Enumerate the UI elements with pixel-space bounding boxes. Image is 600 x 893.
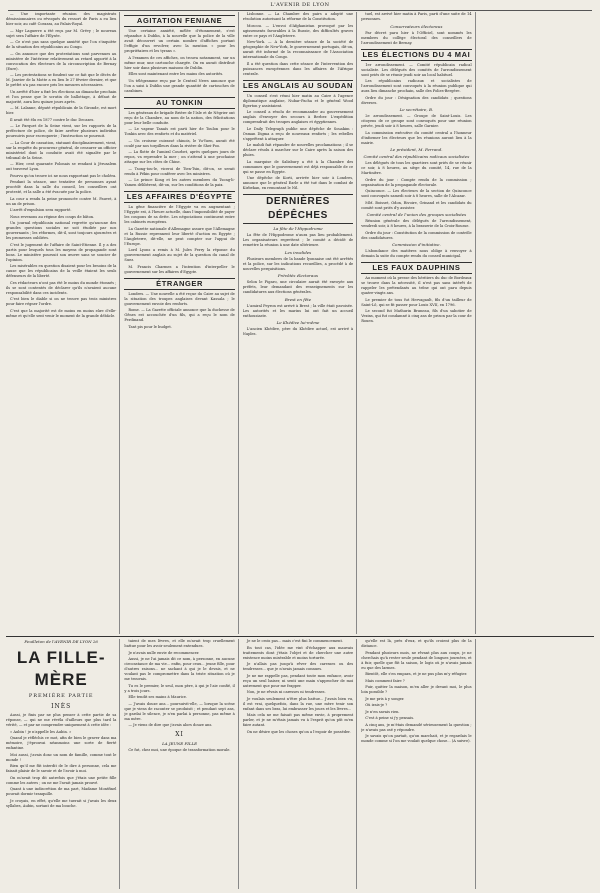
running-head xyxy=(8,0,592,11)
news-paragraph: Le mahdi fait répandre de nouvelles proclamations ; il se déclare résolu à marcher sur le Caire après la saison des pluies. xyxy=(242,143,354,157)
novel-paragraph: Non, je ne rêvais ni caresses ni tendresses. xyxy=(246,690,326,694)
news-paragraph: Pourvu qu'on trouve ici ne nous rapportant pas le choléra. xyxy=(10,173,117,178)
novel-paragraph: On ne désire que les choses qu'on a l'espoir de posséder. xyxy=(246,729,351,734)
news-paragraph: Un télégramme reçu par le Central News annonce que l'on a saisi à Dublin une grande quantité de cartouches de carabines. xyxy=(124,78,235,93)
novel-paragraph: Je n'en savais rien. xyxy=(365,709,400,714)
news-column-3 xyxy=(243,12,357,634)
novel-paragraph: Pendant plusieurs mois, ne rêvant plus aux coups, je ne cherchais qu'à rester seule pendant de longues journées, et à fuir, quelle que fût la saison, le logis où je n'avais jamais eu que des larmes. xyxy=(361,650,472,670)
section-headline: LES FAUX DAUPHINS xyxy=(361,262,471,274)
news-paragraph: Un conseil s'est réuni hier matin au Caire à l'agence diplomatique anglaise, Nubar-Pacha et le général Wood Egerton y assistaient. xyxy=(242,93,354,108)
news-paragraph: Moscou. — L'envoi d'Afghanistan provoqué par les agissements favorables à la Russie, des difficultés graves entre ce pays et l'Angleterre. xyxy=(242,23,354,38)
news-column-2 xyxy=(124,12,238,634)
news-paragraph: — M. Lalanne, député républicain de la Gironde, est mort hier. xyxy=(6,106,117,115)
feuilleton-column-2 xyxy=(124,639,238,889)
feuilleton xyxy=(6,639,594,889)
novel-paragraph: Je savais qu'on partait, qu'on marchait, et je regardais le monde comme si l'on me voulait quelque chose... (A suivre). xyxy=(361,734,472,743)
news-paragraph: L'amiral Peyron est arrivé à Brest ; la ville était pavoisée. Les autorités et les marins lui ont fait un accueil enthousiaste. xyxy=(242,303,354,318)
chapter-number: XI xyxy=(175,731,184,738)
news-paragraph: Par décret paru hier à l'Officiel, sont nommés les membres du collège électoral des conseillers de l'arrondissement de Bernay. xyxy=(361,30,472,45)
news-paragraph: Plusieurs membres de la bande lyonnaise ont été arrêtés et la police, sur les indications recueillies, a procédé à de nouvelles perquisitions. xyxy=(242,256,354,271)
novel-paragraph: A cinq ans, je m'étais demandé sérieusement la question ; je n'avais pas osé y répondre. xyxy=(361,722,472,732)
feuilleton-column-1 xyxy=(6,639,120,889)
news-paragraph: — Mgr Laguerre a été reçu par M. Grévy ; le nouveau sujet sera l'affaire de l'Elysée. xyxy=(6,28,117,38)
news-paragraph: C'est que la majorité est de moins en moins sûre d'elle-même et qu'elle sent venir le moment de la grande débâcle. xyxy=(6,308,117,318)
news-paragraph: C'est bien le diable si on ne trouve pas trois ministres pour faire régner l'ordre. xyxy=(6,297,117,306)
news-paragraph: La fête de l'Hippodrome n'aura pas lieu probablement. Les organisateurs regrettent ; le comité a décidé de remettre la réunion à une date ultérieure. xyxy=(242,233,354,247)
news-paragraph: Réunion générale des délégués de l'arrondissement, vendredi soir, à 8 heures, à la brasserie de la Croix-Rousse. xyxy=(361,219,472,228)
novel-paragraph: Aussi, je finis par ne plus penser à cette partie de sa réponse, — qui ne me révéla d'ailleurs que plus tard la vérité, — et par ne comprendre uniquement à cette idée : xyxy=(6,713,117,727)
novel-paragraph: Bientôt, elle s'en empara, et je ne pus plus m'y réfugier. xyxy=(365,672,468,676)
news-paragraph: Un arrêté d'hier a fixé les élections au dimanche prochain et l'on pense que le scrutin de ballottage, à défaut de majorité, aura lieu quinze jours après. xyxy=(6,89,117,104)
news-paragraph: 1er arrondissement. — Comité républicain radical socialiste. Les délégués des comités de l'arrondissement sont priés de se réunir jeudi soir au local habituel. xyxy=(361,62,472,77)
subheading: Prévôtés électoraux xyxy=(277,273,319,278)
running-head-title: L'AVENIR DE LYON xyxy=(270,2,330,8)
news-paragraph: Ordre du jour : Compte rendu de la commission ; organisation de la propagande électorale. xyxy=(361,177,472,187)
novel-paragraph: — J'avais douze ans... poursuivit-elle, — lorsque la scène que je viens de raconter se produisit ; et pendant sept ans, je gardai le silence, je n'en parlai à personne, pas même à ma mère. xyxy=(124,701,235,721)
news-paragraph: — Un croiseur cuirassé chinois, le Yu-Yuen, aurait été coulé par nos torpilleurs dans la rivière de Shei-Poo. xyxy=(124,138,235,148)
news-paragraph: New-York. — A la dernière séance de la société de géographie de New-York, le gouvernement portugais, dit-on, aurait été informé de la reconnaissance de l'Association internationale du Congo. xyxy=(242,40,354,59)
section-headline: ÉTRANGER xyxy=(124,278,234,290)
news-paragraph: Tant pis pour le budget. xyxy=(128,324,172,329)
novel-paragraph: Bien qu'il me fût interdit de le dire à personne, cela me faisait plaisir de le savoir et de l'avoir à moi. xyxy=(6,764,117,773)
section-headline: AGITATION FENIANE xyxy=(124,15,234,27)
novel-paragraph: Je me pris à y songer. xyxy=(365,696,405,701)
novel-title: LA FILLE-MÈRE xyxy=(16,648,106,689)
news-paragraph: MM. Boisset, Odon, Rivoire, Grinand et les candidats du comité sont priés d'y assister. xyxy=(361,200,472,210)
novel-chapter: INÈS xyxy=(51,703,72,710)
section-headline: LES ANGLAIS AU SOUDAN xyxy=(243,80,353,90)
chapter-title: LA JEUNE FILLE xyxy=(162,741,198,746)
news-paragraph: Les républicains radicaux et socialistes de l'arrondissement sont convoqués à la réunion publique qui aura lieu dimanche prochain, salle des Folies-Bergère. xyxy=(361,79,472,93)
news-paragraph: — Hier, cent quarante Polonais se rendant à Jérusalem ont traversé Lyon. xyxy=(6,162,117,171)
news-paragraph: La commission exécutive du comité central a l'honneur d'informer les électeurs que les réunions auront lieu à la mairie. xyxy=(361,130,472,145)
news-paragraph: — Ce n'est pas sans quelque anxiété que l'on s'inquiète de la situation des républicains au Congo. xyxy=(6,40,117,49)
subheading: Le président, M. Ferrand. xyxy=(390,147,443,152)
novel-part: PREMIÈRE PARTIE xyxy=(28,693,94,699)
news-paragraph: — La flotte de l'amiral Courbet, après quelques jours de repos, va reprendre la mer ; on s'attend à une prochaine attaque sur les côtes de Chine. xyxy=(124,150,235,164)
news-paragraph: A l'examen de ces affiches, on trouva notamment, sur un même mur, une cartouche chargée. On en aurait distribué hier soir dans plusieurs maisons de Dublin. xyxy=(124,55,235,70)
news-paragraph: Le second fut Mathurin Bruneau, fils d'un sabotier de Vezins, qui fut condamné à cinq ans de prison par la cour de Rouen. xyxy=(361,309,472,323)
news-paragraph: Quinconce. — Les électeurs de la section de Quinconce sont convoqués samedi soir à 8 heures, salle de l'Alcazar. xyxy=(361,189,472,198)
news-paragraph: Rome. — La Gazette officiale annonce que la duchesse de Gênes est accouchée d'un fils, qui a reçu le nom de Ferdinand. xyxy=(124,308,235,322)
news-paragraph: Un journal républicain national regrette qu'aucune des grandes questions sociales ne soit étudiée par nos gouvernants ; les réformes, dit-il, sont toujours ajournées et les promesses oubliées. xyxy=(6,221,117,240)
novel-paragraph: qu'elle est là, près d'eux, et qu'ils croient plus de la distance. xyxy=(361,639,472,648)
news-paragraph: Une dépêche de Korti, arrivée hier soir à Londres, annonce que le général Earle a été tué dans le combat de Kirbekan, en remontant le Nil. xyxy=(242,176,354,190)
news-paragraph: La Gazette nationale d'Allemagne assure que l'Allemagne et la Russie reprennent leur liberté d'action en Egypte ; l'Angleterre, dit-elle, ne peut compter sur l'appui de l'Europe. xyxy=(124,226,235,246)
news-paragraph: Londres. — Une nouvelle a été reçue du Caire au sujet de la situation des troupes anglaises devant Kassala ; le gouvernement envoie des renforts. xyxy=(124,291,235,306)
news-paragraph: Ces rédacteurs n'ont pas été le moins du monde étonnés ; ils se sont contentés de déclarer qu'ils n'avaient aucune responsabilité dans ces incidents. xyxy=(6,280,117,295)
news-column-1 xyxy=(6,12,120,634)
news-paragraph: Le premier de tous fut Hervagault, fils d'un tailleur de Saint-Lô, qui se fit passer pour Louis XVII, en 1796. xyxy=(361,297,472,307)
news-paragraph: La gêne financière de l'Egypte va en augmentant ; l'Egypte est, à l'heure actuelle, dans l'impossibilité de payer les coupons de sa dette. Les négociations continuent entre les cabinets européens. xyxy=(124,205,235,224)
subheading: Le Khédive lui-même xyxy=(276,320,320,325)
news-paragraph: L'abondance des matières nous oblige à renvoyer à demain la suite du compte rendu du conseil municipal. xyxy=(361,249,472,258)
feuilleton-column-5 xyxy=(480,639,594,889)
novel-paragraph: Aussi, je ne l'ai jamais dit ce nom, à personne, en aucune circonstance de ma vie... enfin, pour ceux... jeune fille, pour d'autres raisons... ne sachant à qui je le devais, et ne voulant pas le compromettre dans la triste situation où je me trouvais. xyxy=(124,657,235,681)
novel-paragraph: Moi aussi, j'avais donc un nom de famille, comme tout le monde ! xyxy=(6,752,117,762)
news-paragraph: Pendant la séance, une tentative de personnes ayant procédé dans la salle du conseil, les conseillers ont protesté, et la salle a été évacuée par la police. xyxy=(6,180,117,194)
news-paragraph: Lisbonne. — La Chambre des pairs a adopté une résolution autorisant la réforme de la Constitution. xyxy=(242,12,354,21)
news-paragraph: L'ancien Khédive, père du Khédive actuel, est arrivé à Naples. xyxy=(242,327,354,336)
section-headline: LES ÉLECTIONS DU 4 MAI xyxy=(362,49,471,59)
news-paragraph: Selon le Figaro, une circulaire aurait été envoyée aux préfets, leur demandant des renseignements sur les candidatures aux élections générales. xyxy=(242,280,354,294)
novel-paragraph: C'est à peine si j'y pensais. xyxy=(365,716,415,720)
news-paragraph: Nous revenons au régime des coups de bâton. xyxy=(10,214,95,219)
news-paragraph: 2e arrondissement. — Groupe de Saint-Louis. Les citoyens de ce groupe sont convoqués pour une réunion privée, jeudi soir à 8 heures, salle Garnier. xyxy=(361,114,472,128)
news-paragraph: — Le Parquet de la Seine vient, sur les rapports de la préfecture de police, de faire arrêter plusieurs individus poursuivis pour escroquerie ; l'instruction se poursuit. xyxy=(6,124,117,138)
news-paragraph: — La Cour de cassation, statuant disciplinairement, vient, sur la requête du procureur général, de censurer un officier ministériel dont la conduite avait été signalée par le tribunal de la Seine. xyxy=(6,140,117,160)
news-paragraph: — Une importante réunion des magistrats démissionnaires ou révoqués du ressort de Paris a eu lieu hier soir, au café Corazza, au Palais-Royal. xyxy=(6,12,117,26)
novel-paragraph: Je voulais seulement n'être plus battue... J'avais bien vu, il est vrai, quelquefois, dans la rue, une mère tenir son enfant dans ses bras, lui embrasser les joues et les lèvres... xyxy=(242,696,354,711)
news-paragraph: Il avait été élu en 1877 contre le duc Decazes. xyxy=(10,117,95,122)
novel-paragraph: Je n'allais pas jusqu'à rêver des caresses ou des tendresses... que je n'avais jamais connues. xyxy=(242,662,354,671)
novel-paragraph: Je ne le crois pas... mais c'est fini le commencement. xyxy=(246,639,344,643)
novel-paragraph: Je croyais, en effet, qu'elle me tuerait si j'avais les deux syllabes, Aubin, sortant de ma bouche. xyxy=(6,798,117,808)
section-headline: DERNIÈRES DÉPÊCHES xyxy=(243,194,353,224)
news-paragraph: — Le vapeur Tanaïs est parti hier de Toulon pour le Tonkin avec des renforts et du matériel. xyxy=(124,127,235,136)
novel-paragraph: Où irais-je ? xyxy=(365,703,388,707)
news-column-5 xyxy=(480,12,594,634)
news-paragraph: Les misérables en question disaient pour les besoins de la cause que les républicains de la veille étaient les seuls défenseurs de la liberté. xyxy=(6,264,117,278)
news-paragraph: Il a été question dans cette séance de l'intervention des puissances européennes dans les affaires de l'Afrique centrale. xyxy=(242,61,354,76)
feuilleton-column-3 xyxy=(243,639,357,889)
novel-paragraph: Je n'avais nulle envie de recommencer. xyxy=(128,650,200,655)
novel-paragraph: Ce fut, chez moi, une époque de transformation morale. xyxy=(128,748,231,752)
subheading: Commission d'initiative. xyxy=(391,242,441,247)
news-paragraph: — Le prince Kong et les autres membres du Tsong-li-Yamen délibèrent, dit-on, sur les conditions de la paix. xyxy=(124,178,235,187)
novel-paragraph: Elle tendit ses mains à Maurice. xyxy=(128,695,188,699)
news-columns xyxy=(6,12,594,634)
section-headline: LES AFFAIRES D'ÉGYPTE xyxy=(124,191,234,203)
news-paragraph: La marquise de Salisbury a été à la Chambre des communes que le gouvernement est déjà responsable de ce qui se passe en Egypte. xyxy=(242,159,354,174)
news-paragraph: C'est le jugement de l'affaire de Saint-Etienne. Il y a des partis pour lesquels tous les moyens de propagande sont bons. Le ministère poursuit son œuvre sans se soucier de l'opinion. xyxy=(6,242,117,262)
feuilleton-column-4 xyxy=(361,639,475,889)
news-paragraph: Les délégués de tous les quartiers sont priés de se réunir ce soir, à 8 heures, au siège du comité, 14, rue de la Martinière. xyxy=(361,161,472,175)
news-paragraph: M. Francis Charmes a l'intention d'interpeller le gouvernement sur les affaires d'Egypte. xyxy=(124,264,235,274)
novel-paragraph: taient de mes lèvres, et elle m'avait trop cruellement battue pour les avoir seulement entendues. xyxy=(124,639,235,648)
section-headline: AU TONKIN xyxy=(124,97,234,109)
novel-paragraph: Mais cela ne me faisait pas même envie, à proprement parler, et je ne m'étais jamais vu à l'esprit qu'on pût m'en faire autant. xyxy=(242,713,354,727)
subheading: Les invalides xyxy=(284,249,312,255)
subheading: Comité central des républicains radicaux socialistes xyxy=(363,154,470,159)
news-paragraph: — On annonce que des protestations sont parvenues au ministère de l'intérieur relativement au retard apporté à la convocation des électeurs de la circonscription de Bernay (Eure). xyxy=(6,51,117,71)
news-paragraph: Le Daily Telegraph publie une dépêche de Souakim : Osman Digma a reçu de nouveaux renforts ; les rebelles s'apprêtent à attaquer. xyxy=(242,126,354,141)
subheading: Comité central de l'union des groupes socialistes xyxy=(366,212,467,217)
novel-paragraph: On m'avait trop dit autrefois que j'étais une petite fille comme les autres ; on ne me l'avait jamais prouvé. xyxy=(6,775,117,785)
novel-paragraph: « Aubin ! je n'appelle les Aubin. » xyxy=(10,729,72,734)
feuilleton-label: Feuilleton de l'AVENIR DE LYON 26 xyxy=(24,639,98,644)
news-paragraph: — Les protestations se fondent sur ce fait que le décès de M. Janvier de la Motte a eu lieu le 27 février dernier, et que le préfet n'a pas encore pris les mesures nécessaires. xyxy=(6,73,117,87)
subheading: Brest en fête xyxy=(284,296,312,302)
novel-paragraph: Quand je réfléchis ce mot, afin de bien le graver dans ma mémoire, j'éprouvai néanmoins une sorte de fierté enfantine. xyxy=(6,736,117,750)
novel-paragraph: Je ne me rappelle pas, pendant toute mon enfance, avoir reçu un seul baiser, ni senti une main s'approcher de moi autrement que pour me frapper. xyxy=(242,673,354,688)
feuilleton-rule xyxy=(6,636,594,637)
novel-paragraph: Mais comment faire ? xyxy=(365,678,405,683)
subheading: Conservateurs électoraux xyxy=(390,23,443,29)
news-paragraph: Lord Lyons a remis à M. Jules Ferry la réponse du gouvernement anglais au sujet de la question du canal de Suez. xyxy=(124,248,235,262)
news-paragraph: Ordre du jour : Constitution de la commission de contrôle des candidatures. xyxy=(361,230,472,240)
novel-paragraph: Fuir, quitter la maison, m'en aller je devant moi, le plus loin possible ? xyxy=(361,685,472,694)
news-paragraph: Ordre du jour : Désignation des candidats ; questions diverses. xyxy=(361,95,472,105)
news-paragraph: Le conseil a résolu de recommander au gouvernement anglais d'envoyer des secours à Berber. L'expédition comprendrait des troupes anglaises et égyptiennes. xyxy=(242,110,354,124)
news-paragraph: Une certaine anxiété, mêlée d'étonnement, s'est répandue à Dublin, à la nouvelle que la police de la ville avait découvert un certain nombre d'affiches portant l'effigie d'un revolver, avec la mention « pour les propriétaires et les tyrans ». xyxy=(124,29,235,53)
subheading: Le secrétaire, B. xyxy=(399,107,434,112)
news-paragraph: L'arrêt d'expulsion sera rapporté. xyxy=(10,208,72,212)
novel-paragraph: — Je viens de dire que j'avais alors douze ans. xyxy=(128,723,213,727)
news-paragraph: Les généraux de brigade Brière de l'Isle et de Négrier ont reçu de la Chambre, au nom de la nation, des félicitations pour leur belle conduite. xyxy=(124,110,235,125)
subheading: La fête de l'Hippodrome xyxy=(273,226,323,231)
news-paragraph: — Tsong-tou-le, viceroi de Tien-Tsin, dit-on, se serait rendu à Pékin pour conférer avec les ministres. xyxy=(124,166,235,176)
novel-paragraph: Tu es le premier, le seul, mon père, à qui je l'aie confié, il y a trois jours. xyxy=(124,683,235,693)
news-paragraph: Elles sont maintenant entre les mains des autorités. xyxy=(128,72,224,76)
novel-paragraph: Quant à une indiscrétion de ma part, Madame Montfinel pouvait dormir tranquille. xyxy=(6,787,117,796)
news-paragraph: tuel, est arrivé hier matin à Paris, parti d'une suite de 14 personnes. xyxy=(361,12,472,21)
news-column-4 xyxy=(361,12,475,634)
news-paragraph: La cour a rendu la peine prononcée contre M. Fauvet, à un an de prison. xyxy=(6,196,117,206)
news-paragraph: Au moment où la presse des héritiers du duc de Bordeaux se trouve dans la nécessité, il n'est pas sans intérêt de rappeler les prétendants au trône qui ont paru depuis quatre-vingts ans. xyxy=(361,276,472,295)
novel-paragraph: En tout cas, l'idée me vint d'échapper aux mauvais traitements dont j'étais l'objet et de chercher une autre existence moins misérable et moins torturée. xyxy=(242,645,354,660)
